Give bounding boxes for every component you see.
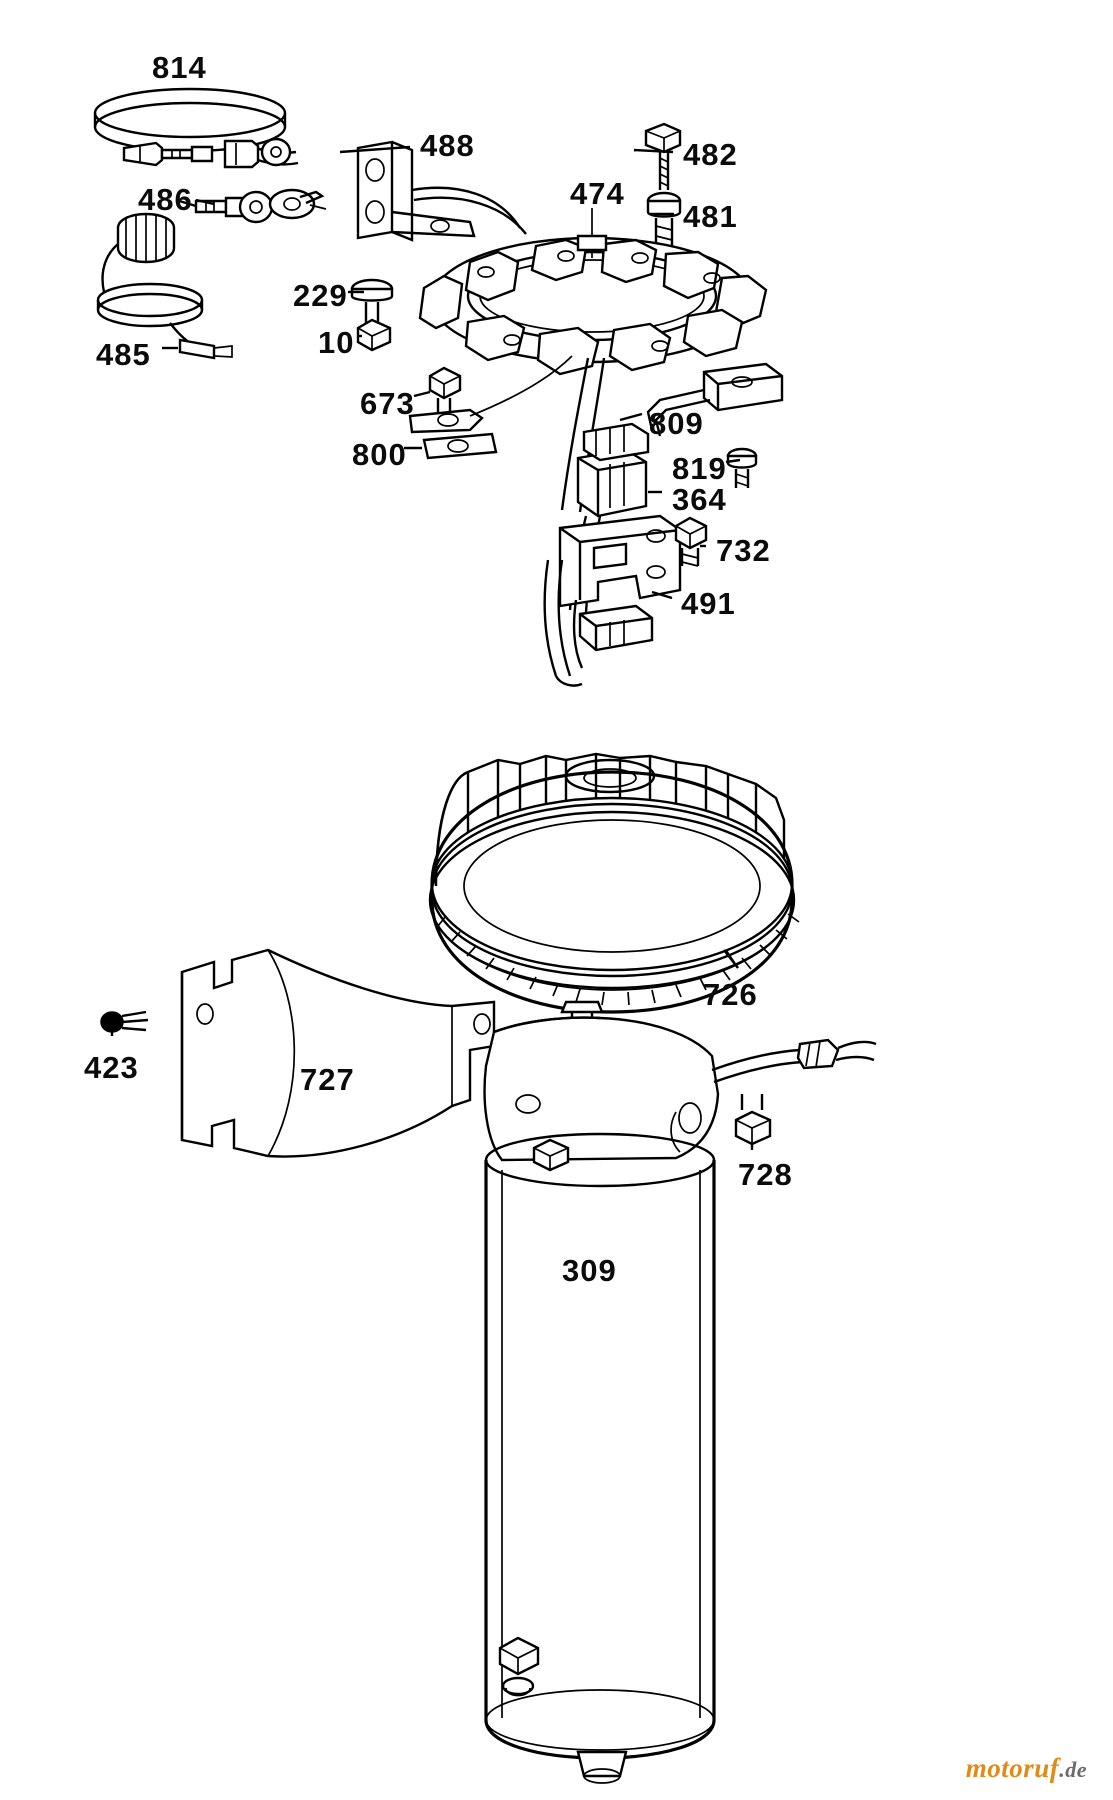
- part-label-809: 809: [649, 406, 704, 441]
- part-label-727: 727: [300, 1062, 355, 1097]
- part-label-732: 732: [716, 533, 771, 568]
- part-label-726: 726: [703, 977, 758, 1012]
- part-label-673: 673: [360, 386, 415, 421]
- part-label-423: 423: [84, 1050, 139, 1085]
- watermark: [966, 1753, 1087, 1784]
- part-label-491: 491: [681, 586, 736, 621]
- part-label-486: 486: [138, 182, 193, 217]
- part-label-474: 474: [570, 176, 625, 211]
- part-label-481: 481: [683, 199, 738, 234]
- part-label-364: 364: [672, 482, 727, 517]
- part-label-485: 485: [96, 337, 151, 372]
- part-label-819: 819: [672, 451, 727, 486]
- part-label-488: 488: [420, 128, 475, 163]
- part-label-482: 482: [683, 137, 738, 172]
- part-label-309: 309: [562, 1253, 617, 1288]
- part-label-800: 800: [352, 437, 407, 472]
- part-label-10: 10: [318, 325, 355, 360]
- part-label-728: 728: [738, 1157, 793, 1192]
- part-label-814: 814: [152, 50, 207, 85]
- watermark-tld: .de: [1059, 1757, 1087, 1782]
- part-label-229: 229: [293, 278, 348, 313]
- watermark-main: motoruf: [965, 1753, 1060, 1783]
